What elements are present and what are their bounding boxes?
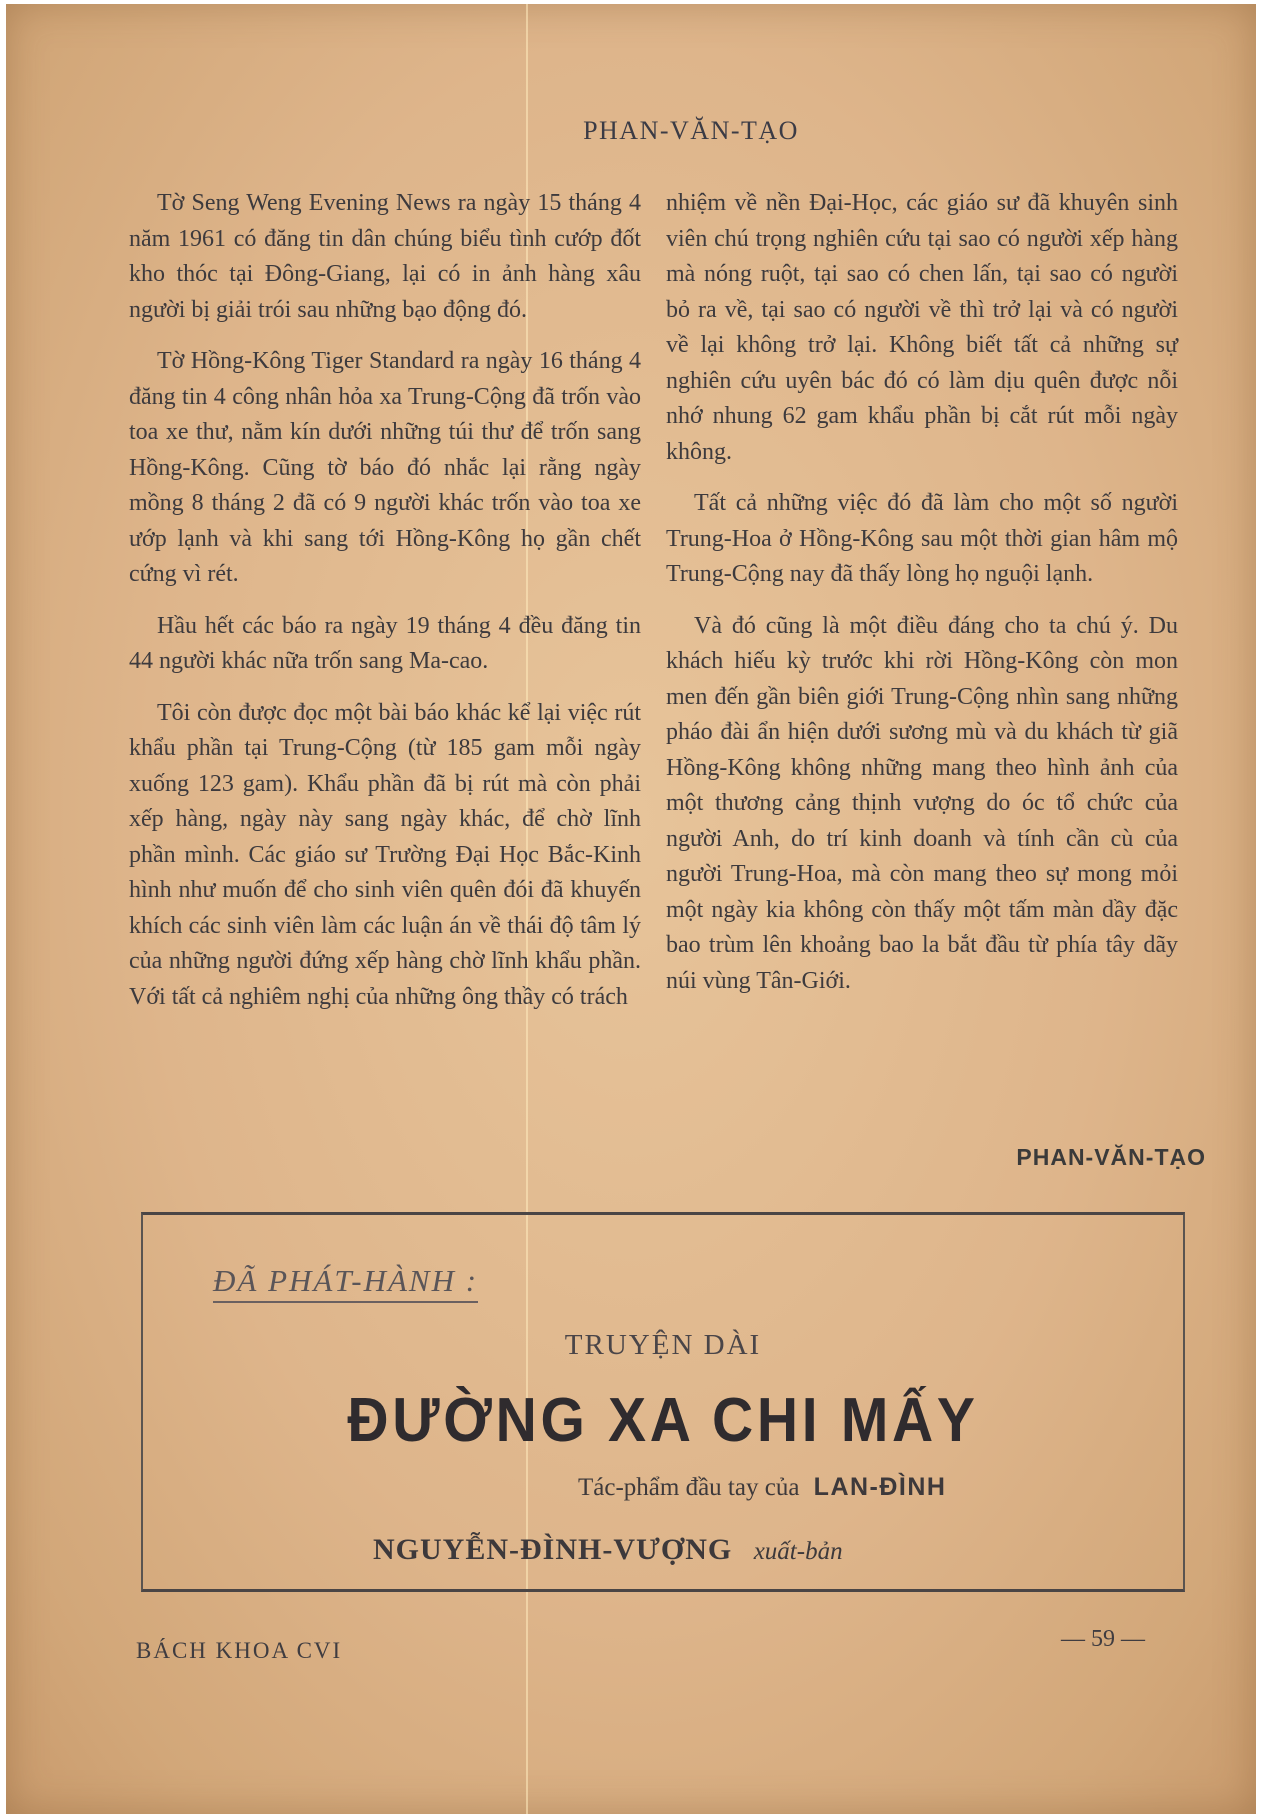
article-paragraph: Hầu hết các báo ra ngày 19 tháng 4 đều đăng tin 44 người khác nữa trốn sang Ma-cao. xyxy=(129,612,641,674)
page-number: — 59 — xyxy=(1061,1626,1145,1652)
running-head xyxy=(6,116,1256,146)
running-head-author: PHAN-VĂN-TẠO xyxy=(583,116,799,145)
article-paragraph: nhiệm về nền Đại-Học, các giáo sư đã khuyên sinh viên chú trọng nghiên cứu tại sao có người xếp hàng mà nóng ruột, tại sao có chen lấn, tại sao có người bỏ ra về, tại sao có người về thì trở lại và có người về lại không trở lại. Không biết tất cả những sự nghiên cứu uyên bác đó có làm dịu quên được nỗi nhớ nhung 62 gam khẩu phần bị cắt rút mỗi ngày không. xyxy=(666,190,1178,465)
article-paragraph: Tờ Hồng-Kông Tiger Standard ra ngày 16 tháng 4 đăng tin 4 công nhân hỏa xa Trung-Cộng đã trốn vào toa xe thư, nằm kín dưới những túi thư để trốn sang Hồng-Kông. Cũng tờ báo đó nhắc lại rằng ngày mồng 8 tháng 2 đã có 9 người khác trốn vào toa xe ướp lạnh và khi sang tới Hồng-Kông họ gần chết cứng vì rét. xyxy=(129,348,641,587)
article-paragraph: Tôi còn được đọc một bài báo khác kể lại việc rút khẩu phần tại Trung-Cộng (từ 185 gam mỗi ngày xuống 123 gam). Khẩu phần đã bị rút mà còn phải xếp hàng, ngày này sang ngày khác, để chờ lĩnh phần mình. Các giáo sư Trường Đại Học Bắc-Kinh hình như muốn để cho sinh viên quên đói đã khuyến khích các sinh viên làm các luận án về thái độ tâm lý của những người đứng xếp hàng chờ lĩnh khẩu phần. Với tất cả nghiêm nghị của những ông thầy có trách xyxy=(129,699,641,1010)
right-column xyxy=(666,186,1178,1015)
ad-book-kind: TRUYỆN DÀI xyxy=(564,1329,762,1361)
article-paragraph: Tất cả những việc đó đã làm cho một số người Trung-Hoa ở Hồng-Kông sau một thời gian hâm mộ Trung-Cộng nay đã thấy lòng họ nguội lạnh. xyxy=(666,490,1178,587)
left-column xyxy=(129,186,641,1031)
ad-released-label: ĐÃ PHÁT-HÀNH : xyxy=(213,1263,478,1303)
ad-author-line xyxy=(578,1473,947,1502)
ad-publisher-suffix: xuất-bản xyxy=(753,1538,843,1565)
article-signature: PHAN-VĂN-TẠO xyxy=(1016,1144,1206,1170)
article-paragraph: Tờ Seng Weng Evening News ra ngày 15 tháng 4 năm 1961 có đăng tin dân chúng biểu tình cướp đốt kho thóc tại Đông-Giang, lại có in ảnh hàng xâu người bị giải trói sau những bạo động đó. xyxy=(129,190,641,323)
ad-publisher-name: NGUYỄN-ĐÌNH-VƯỢNG xyxy=(373,1533,733,1566)
ad-author-name: LAN-ĐÌNH xyxy=(813,1473,947,1501)
magazine-issue: BÁCH KHOA CVI xyxy=(136,1638,343,1663)
ad-book-title: ĐƯỜNG XA CHI MẤY xyxy=(347,1386,979,1455)
magazine-page xyxy=(6,4,1256,1814)
ad-author-prefix: Tác-phẩm đầu tay của xyxy=(578,1474,800,1501)
article-paragraph: Và đó cũng là một điều đáng cho ta chú ý. Du khách hiếu kỳ trước khi rời Hồng-Kông còn mon men đến gần biên giới Trung-Cộng nhìn sang những pháo đài ẩn hiện dưới sương mù và du khách từ giã Hồng-Kông không những mang theo hình ảnh của một thương cảng thịnh vượng do óc tổ chức của người Anh, do trí kinh doanh và tính cần cù của người Trung-Hoa, mà còn mang theo sự mong mỏi một ngày kia không còn thấy một tấm màn dầy đặc bao trùm lên khoảng bao la bắt đầu từ phía tây dãy núi vùng Tân-Giới. xyxy=(666,612,1178,994)
ad-publisher-line xyxy=(373,1533,843,1567)
book-advertisement xyxy=(141,1212,1185,1592)
